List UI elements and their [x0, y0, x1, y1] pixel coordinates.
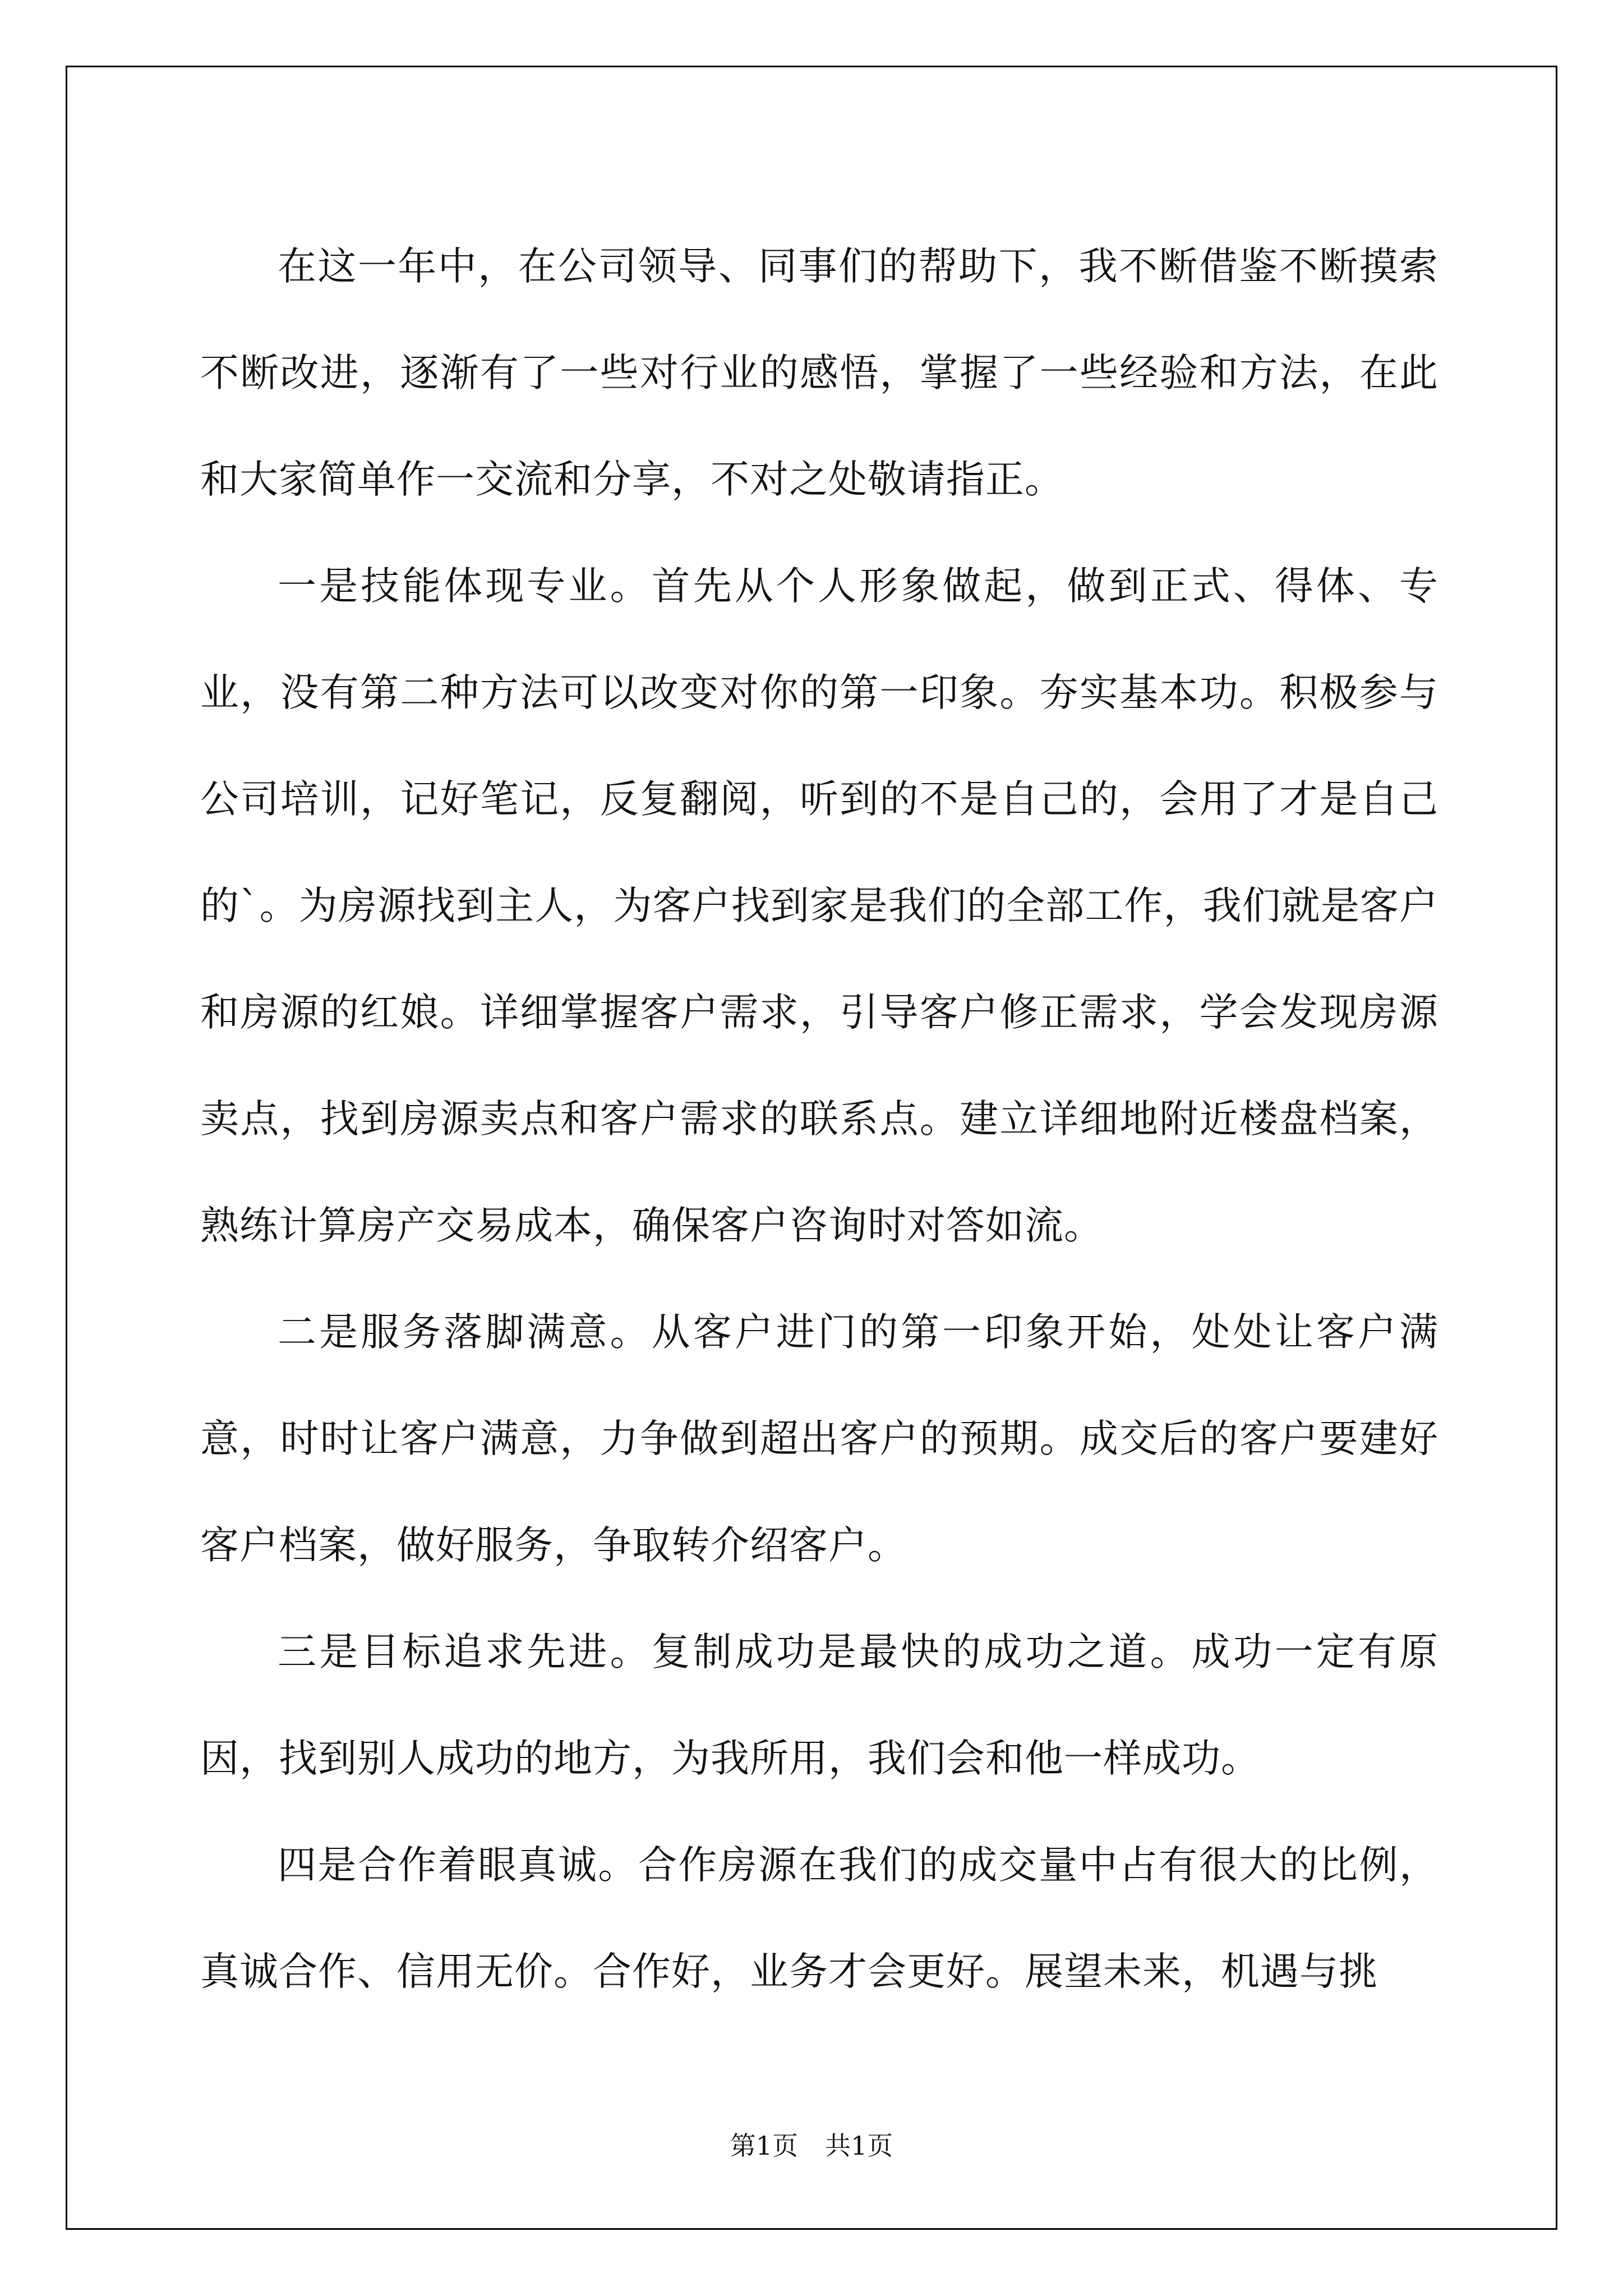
page-total: 共1页 — [825, 2131, 893, 2161]
document-body — [200, 213, 1438, 2025]
page-number: 第1页 — [730, 2131, 798, 2161]
paragraph-cooperation: 四是合作着眼真诚。合作房源在我们的成交量中占有很大的比例，真诚合作、信用无价。合作好，业务才会更好。展望未来，机遇与挑 — [200, 1843, 1438, 1994]
paragraph-intro: 在这一年中，在公司领导、同事们的帮助下，我不断借鉴不断摸索不断改进，逐渐有了一些对行业的感悟，掌握了一些经验和方法，在此和大家简单作一交流和分享，不对之处敬请指正。 — [200, 244, 1438, 502]
paragraph-service: 二是服务落脚满意。从客户进门的第一印象开始，处处让客户满意，时时让客户满意，力争做到超出客户的预期。成交后的客户要建好客户档案，做好服务，争取转介绍客户。 — [200, 1310, 1438, 1568]
page-footer — [0, 2129, 1623, 2162]
paragraph-goals: 三是目标追求先进。复制成功是最快的成功之道。成功一定有原因，找到别人成功的地方，为我所用，我们会和他一样成功。 — [200, 1630, 1438, 1781]
paragraph-skills: 一是技能体现专业。首先从个人形象做起，做到正式、得体、专业，没有第二种方法可以改变对你的第一印象。夯实基本功。积极参与公司培训，记好笔记，反复翻阅，听到的不是自己的，会用了才是自己的`。为房源找到主人，为客户找到家是我们的全部工作，我们就是客户和房源的红娘。详细掌握客户需求，引导客户修正需求，学会发现房源卖点，找到房源卖点和客户需求的联系点。建立详细地附近楼盘档案，熟练计算房产交易成本，确保客户咨询时对答如流。 — [200, 564, 1438, 1248]
